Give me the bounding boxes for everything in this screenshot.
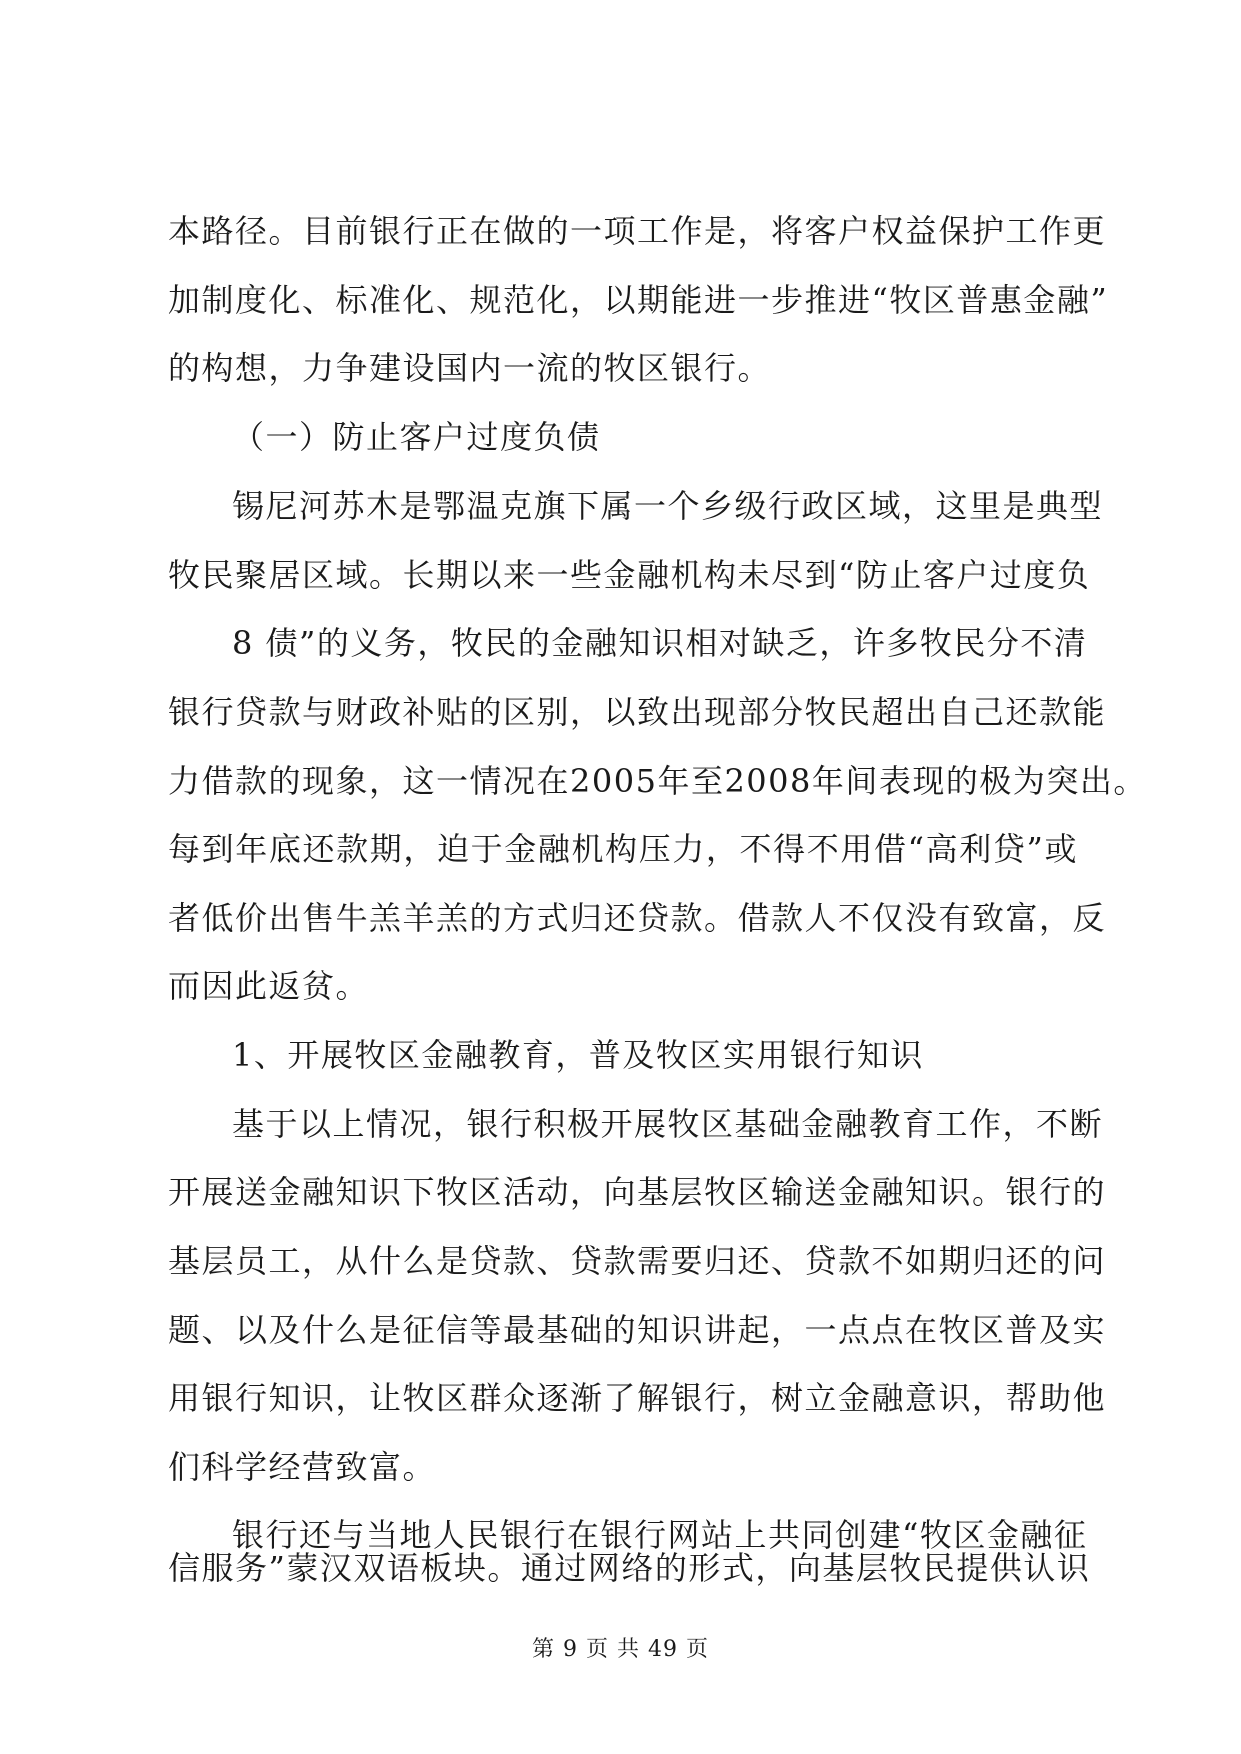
text-line: 力借款的现象，这一情况在2005年至2008年间表现的极为突出。 [168,762,1147,800]
page-footer: 第 9 页 共 49 页 [532,1637,709,1662]
text-line: 银行还与当地人民银行在银行网站上共同创建“牧区金融征 [232,1516,1088,1554]
text-line: 开展送金融知识下牧区活动，向基层牧区输送金融知识。银行的 [168,1173,1107,1211]
text-line: 8 债”的义务，牧民的金融知识相对缺乏，许多牧民分不清 [232,624,1088,662]
text-line: 牧民聚居区域。长期以来一些金融机构未尽到“防止客户过度负 [168,556,1091,594]
section-heading: （一）防止客户过度负债 [232,418,601,456]
text-line: 们科学经营致富。 [168,1448,437,1486]
text-line: 的构想，力争建设国内一流的牧区银行。 [168,349,772,387]
text-line: 而因此返贫。 [168,967,370,1005]
text-line: 基层员工，从什么是贷款、贷款需要归还、贷款不如期归还的问 [168,1242,1107,1280]
text-line: 银行贷款与财政补贴的区别，以致出现部分牧民超出自己还款能 [168,693,1107,731]
text-line: 锡尼河苏木是鄂温克旗下属一个乡级行政区域，这里是典型 [232,487,1104,525]
text-line: 每到年底还款期，迫于金融机构压力，不得不用借“高利贷”或 [168,830,1078,868]
text-line: 加制度化、标准化、规范化，以期能进一步推进“牧区普惠金融” [168,281,1109,319]
text-line: 用银行知识，让牧区群众逐渐了解银行，树立金融意识，帮助他 [168,1379,1107,1417]
text-line: 基于以上情况，银行积极开展牧区基础金融教育工作，不断 [232,1105,1104,1143]
text-line: 者低价出售牛羔羊羔的方式归还贷款。借款人不仅没有致富，反 [168,899,1107,937]
text-line: 信服务”蒙汉双语板块。通过网络的形式，向基层牧民提供认识 [168,1549,1091,1587]
section-heading: 1、开展牧区金融教育，普及牧区实用银行知识 [232,1036,924,1074]
text-line: 本路径。目前银行正在做的一项工作是，将客户权益保护工作更 [168,212,1107,250]
text-line: 题、以及什么是征信等最基础的知识讲起，一点点在牧区普及实 [168,1311,1107,1349]
